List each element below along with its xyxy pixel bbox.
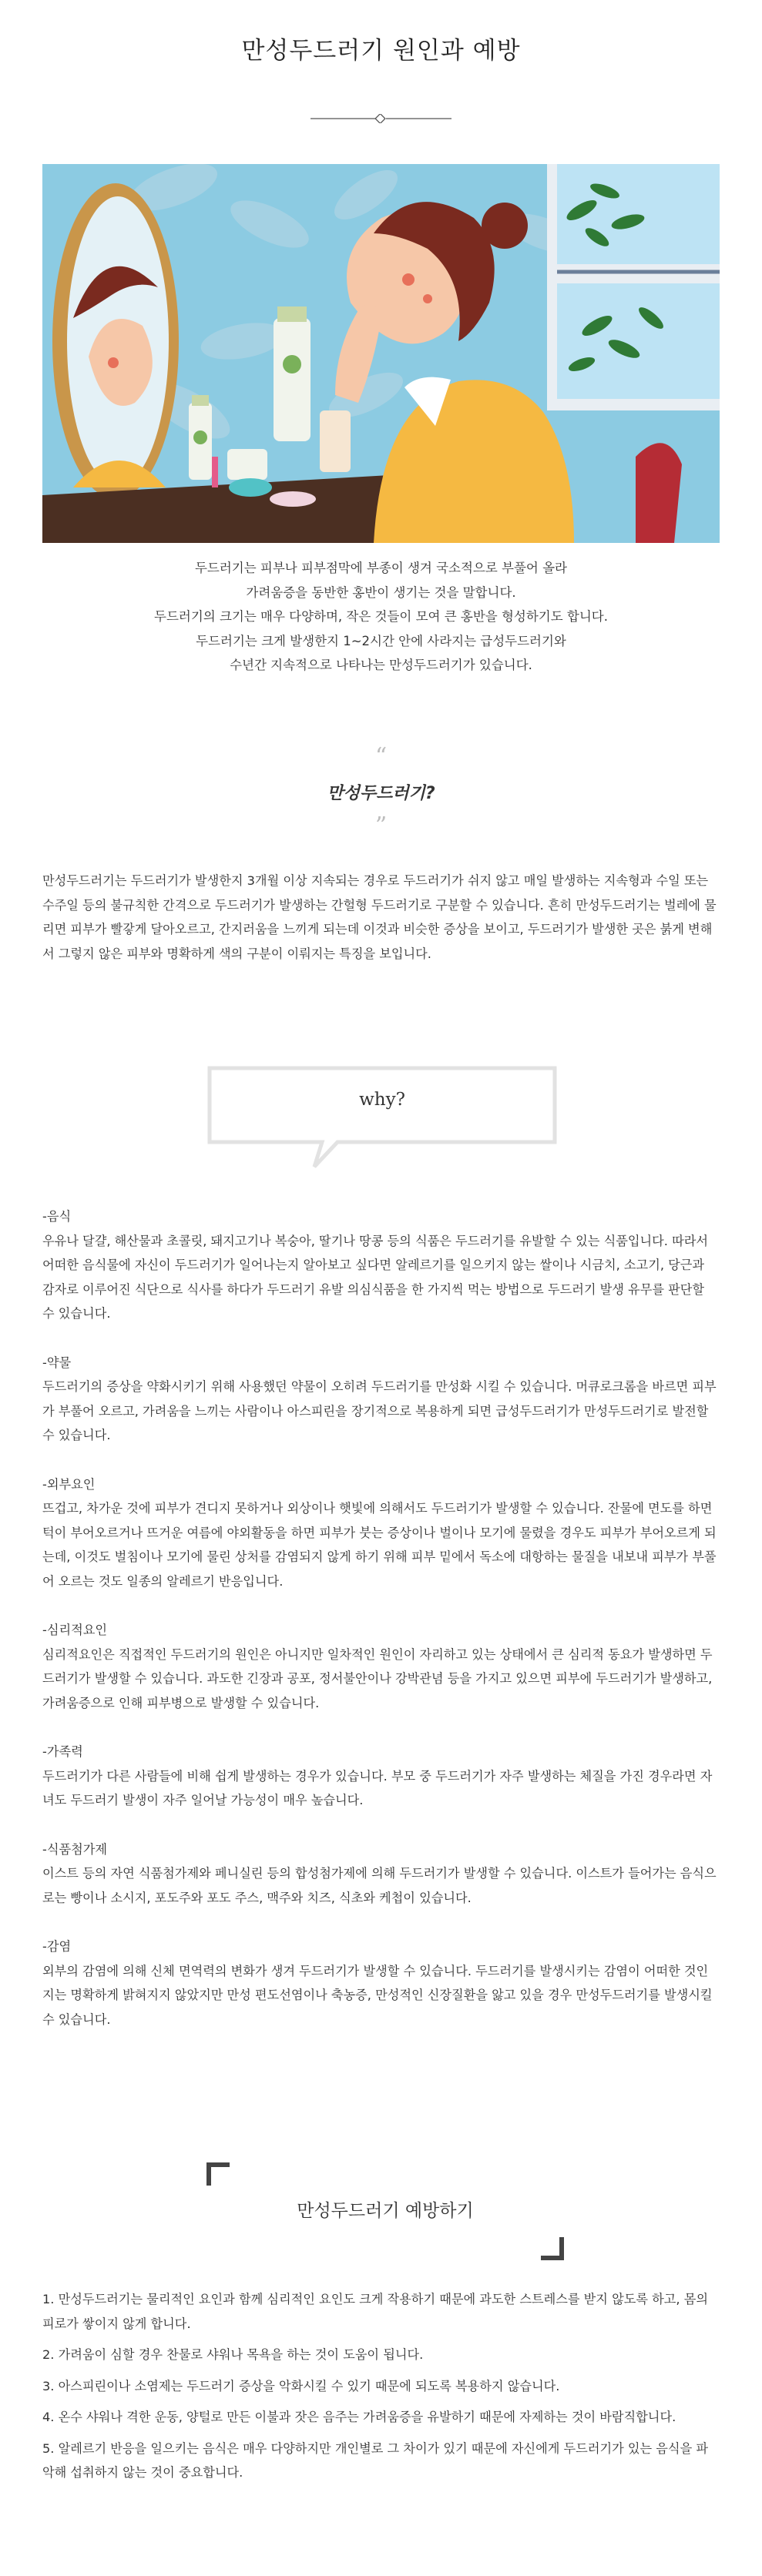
bracket-corner-top-left	[206, 2162, 230, 2186]
intro-text	[42, 556, 720, 678]
hero-illustration	[42, 164, 720, 543]
list-item	[42, 1935, 720, 2032]
why-label: why?	[359, 1090, 405, 1110]
cause-heading: -외부요인	[42, 1476, 96, 1492]
title-divider	[311, 114, 451, 123]
list-item: 5. 알레르기 반응을 일으키는 음식은 매우 다양하지만 개인별로 그 차이가 있기 때문에 자신에게 두드러기가 있는 음식을 파악해 섭취하지 않는 것이 중요합니다.	[42, 2440, 708, 2480]
section-heading-chronic: 만성두드러기?	[327, 784, 435, 803]
speech-bubble	[206, 1065, 561, 1173]
intro-line: 수년간 지속적으로 나타나는 만성두드러기가 있습니다.	[230, 658, 532, 672]
list-item: 4. 온수 샤워나 격한 운동, 양털로 만든 이불과 잣은 음주는 가려움증을 유발하기 때문에 자제하는 것이 바람직합니다.	[42, 2410, 676, 2424]
intro-line: 두드러기는 크게 발생한지 1~2시간 안에 사라지는 급성두드러기와	[196, 633, 566, 648]
causes-list	[42, 1204, 720, 2056]
cause-heading: -약물	[42, 1355, 72, 1370]
list-item	[42, 1618, 720, 1715]
list-item: 1. 만성두드러기는 물리적인 요인과 함께 심리적인 요인도 크게 작용하기 때문에 과도한 스트레스를 받지 않도록 하고, 몸의 피로가 쌓이지 않게 합니다.	[42, 2292, 708, 2331]
cause-body: 두드러기가 다른 사람들에 비해 쉽게 발생하는 경우가 있습니다. 부모 중 두드러기가 자주 발생하는 체질을 가진 경우라면 자녀도 두드러기 발생이 자주 일어날 가능성이 매우 높습니다.	[42, 1768, 713, 1807]
cause-heading: -감염	[42, 1939, 72, 1954]
cause-body: 외부의 감염에 의해 신체 면역력의 변화가 생겨 두드러기가 발생할 수 있습니다. 두드러기를 발생시키는 감염이 어떠한 것인지는 명확하게 밝혀지지 않았지만 만성 편도선염이나 축농증, 만성적인 신장질환을 앓고 있을 경우 만성두드러기를 발생시킬 수 있습니다.	[42, 1963, 713, 2027]
list-item: 2. 가려움이 심할 경우 찬물로 샤워나 목욕을 하는 것이 도움이 됩니다.	[42, 2347, 424, 2362]
cause-body: 뜨겁고, 차가운 것에 피부가 견디지 못하거나 외상이나 햇빛에 의해서도 두드러기가 발생할 수 있습니다. 잔물에 면도를 하면 턱이 부어오르거나 뜨거운 여름에 야외활동을 하면 피부가 붓는 증상이나 벌이나 모기에 물렸을 경우도 피부가 부어오르게 되는데, 이것도 벌침이나 모기에 물린 상처를 감염되지 않게 하기 위해 피부 밑에서 독소에 대항하는 물질을 내보내 피부가 부풀어 오르는 것도 일종의 알레르기 반응입니다.	[42, 1501, 717, 1589]
cause-heading: -심리적요인	[42, 1623, 108, 1637]
cause-body: 두드러기의 증상을 약화시키기 위해 사용했던 약물이 오히려 두드러기를 만성화 시킬 수 있습니다. 머큐로크롬을 바르면 피부가 부풀어 오르고, 가려움을 느끼는 사람이나 아스피린을 장기적으로 복용하게 되면 급성두드러기가 만성두드러기로 발전할 수 있습니다.	[42, 1379, 717, 1442]
prevention-list	[42, 2287, 720, 2492]
open-quote-mark: “	[374, 743, 388, 770]
cause-heading: -식품첨가제	[42, 1841, 108, 1857]
intro-line: 두드러기의 크기는 매우 다양하며, 작은 것들이 모여 큰 홍반을 형성하기도 합니다.	[154, 609, 608, 624]
cause-body: 우유나 달걀, 해산물과 초콜릿, 돼지고기나 복숭아, 딸기나 땅콩 등의 식품은 두드러기를 유발할 수 있는 식품입니다. 따라서 어떠한 음식물에 자신이 두드러기가 일어나는지 알아보고 싶다면 알레르기를 일으키지 않는 쌀이나 시금치, 소고기, 당근과 감자로 이루어진 식단으로 식사를 하다가 두드러기 유발 의심식품을 한 가지씩 먹는 방법으로 두드러기 발생 유무를 판단할 수 있습니다.	[42, 1233, 708, 1321]
page-title: 만성두드러기 원인과 예방	[241, 37, 521, 65]
section-heading-prevention: 만성두드러기 예방하기	[297, 2201, 474, 2221]
list-item: 3. 아스피린이나 소염제는 두드러기 증상을 악화시킬 수 있기 때문에 되도록 복용하지 않습니다.	[42, 2378, 560, 2393]
cause-body: 이스트 등의 자연 식품첨가제와 페니실린 등의 합성첨가제에 의해 두드러기가 발생할 수 있습니다. 이스트가 들어가는 음식으로는 빵이나 소시지, 포도주와 포도 주스, 맥주와 치즈, 식초와 케첩이 있습니다.	[42, 1866, 717, 1905]
bracket-corner-bottom-right	[541, 2237, 564, 2260]
cause-body: 심리적요인은 직접적인 두드러기의 원인은 아니지만 일차적인 원인이 자리하고 있는 상태에서 큰 심리적 동요가 발생하면 두드러기가 발생할 수 있습니다. 과도한 긴장과 공포, 정서불안이나 강박관념 등을 가지고 있으면 피부에 두드러기가 발생하고, 가려움증으로 인해 피부병으로 발생할 수 있습니다.	[42, 1646, 713, 1710]
list-item	[42, 1472, 720, 1594]
list-item	[42, 1740, 720, 1813]
close-quote-mark: ”	[374, 812, 388, 839]
definition-paragraph: 만성두드러기는 두드러기가 발생한지 3개월 이상 지속되는 경우로 두드러기가 쉬지 않고 매일 발생하는 지속형과 수일 또는 수주일 등의 불규칙한 간격으로 두드러기가 발생하는 간헐형 두드러기로 구분할 수 있습니다. 흔히 만성두드러기는 벌레에 물리면 피부가 빨갛게 달아오르고, 간지러움을 느끼게 되는데 이것과 비슷한 증상을 보이고, 두드러기가 발생한 곳은 붉게 변해서 그렇지 않은 피부와 명확하게 색의 구분이 이뤄지는 특징을 보입니다.	[42, 873, 717, 961]
intro-line: 가려움증을 동반한 홍반이 생기는 것을 말합니다.	[246, 585, 516, 600]
list-item	[42, 1351, 720, 1448]
cause-heading: -음식	[42, 1209, 72, 1224]
list-item	[42, 1837, 720, 1911]
intro-line: 두드러기는 피부나 피부점막에 부종이 생겨 국소적으로 부풀어 올라	[194, 561, 567, 575]
cause-heading: -가족력	[42, 1744, 83, 1759]
list-item	[42, 1204, 720, 1326]
